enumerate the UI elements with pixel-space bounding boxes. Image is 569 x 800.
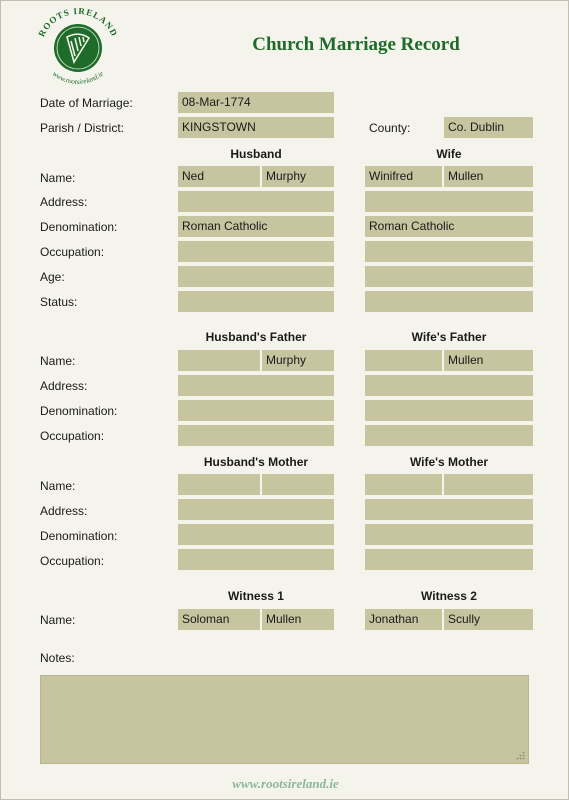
age-label: Age:: [40, 270, 65, 284]
wifes-father-denomination: [365, 400, 533, 421]
name-label: Name:: [40, 479, 76, 493]
wife-status: [365, 291, 533, 312]
county-field: Co. Dublin: [444, 117, 533, 138]
wifes-mother-occupation: [365, 549, 533, 570]
notes-textarea[interactable]: [40, 675, 529, 764]
notes-label: Notes:: [40, 651, 75, 665]
witness2-last-name: Scully: [444, 609, 533, 630]
wifes-mother-denomination: [365, 524, 533, 545]
husband-address: [178, 191, 334, 212]
witness2-header: Witness 2: [421, 589, 477, 603]
wifes-father-occupation: [365, 425, 533, 446]
name-label: Name:: [40, 171, 76, 185]
logo-top-text: ROOTS IRELAND: [36, 7, 120, 39]
witness2-first-name: Jonathan: [365, 609, 442, 630]
parish-label: Parish / District:: [40, 121, 125, 135]
name-label: Name:: [40, 354, 76, 368]
logo-bottom-text: www.rootsireland.ie: [50, 69, 106, 87]
witness1-last-name: Mullen: [262, 609, 334, 630]
husband-age: [178, 266, 334, 287]
wifes-mother-first-name: [365, 474, 442, 495]
husbands-father-address: [178, 375, 334, 396]
husband-header: Husband: [230, 147, 282, 161]
resize-grip-icon[interactable]: [515, 750, 525, 760]
address-label: Address:: [40, 379, 88, 393]
husbands-mother-last-name: [262, 474, 334, 495]
county-label: County:: [369, 121, 411, 135]
wifes-mother-last-name: [444, 474, 533, 495]
parish-field: KINGSTOWN: [178, 117, 334, 138]
occupation-label: Occupation:: [40, 554, 105, 568]
husbands-father-first-name: [178, 350, 260, 371]
husbands-mother-occupation: [178, 549, 334, 570]
witness1-first-name: Soloman: [178, 609, 260, 630]
husband-occupation: [178, 241, 334, 262]
husbands-father-denomination: [178, 400, 334, 421]
denomination-label: Denomination:: [40, 404, 118, 418]
status-label: Status:: [40, 295, 78, 309]
occupation-label: Occupation:: [40, 429, 105, 443]
wife-last-name: Mullen: [444, 166, 533, 187]
husband-first-name: Ned: [178, 166, 260, 187]
wife-header: Wife: [436, 147, 462, 161]
wife-denomination: Roman Catholic: [365, 216, 533, 237]
wifes-father-address: [365, 375, 533, 396]
husbands-mother-denomination: [178, 524, 334, 545]
wife-first-name: Winifred: [365, 166, 442, 187]
page-title: Church Marriage Record: [252, 34, 460, 55]
witness1-header: Witness 1: [228, 589, 284, 603]
occupation-label: Occupation:: [40, 245, 105, 259]
denomination-label: Denomination:: [40, 220, 118, 234]
wifes-father-last-name: Mullen: [444, 350, 533, 371]
husbands-father-occupation: [178, 425, 334, 446]
wifes-mother-header: Wife's Mother: [409, 455, 489, 469]
husband-denomination: Roman Catholic: [178, 216, 334, 237]
wife-address: [365, 191, 533, 212]
wifes-father-header: Wife's Father: [411, 330, 487, 344]
denomination-label: Denomination:: [40, 529, 118, 543]
svg-text:www.rootsireland.ie: [51, 70, 105, 86]
wife-occupation: [365, 241, 533, 262]
footer-url: www.rootsireland.ie: [232, 776, 339, 791]
address-label: Address:: [40, 195, 88, 209]
wifes-father-first-name: [365, 350, 442, 371]
date-field: 08-Mar-1774: [178, 92, 334, 113]
husband-last-name: Murphy: [262, 166, 334, 187]
date-label: Date of Marriage:: [40, 96, 133, 110]
husband-status: [178, 291, 334, 312]
husbands-mother-first-name: [178, 474, 260, 495]
husbands-mother-header: Husband's Mother: [203, 455, 309, 469]
address-label: Address:: [40, 504, 88, 518]
wifes-mother-address: [365, 499, 533, 520]
wife-age: [365, 266, 533, 287]
husbands-father-last-name: Murphy: [262, 350, 334, 371]
roots-ireland-logo: [27, 7, 129, 89]
name-label: Name:: [40, 613, 76, 627]
husbands-mother-address: [178, 499, 334, 520]
husbands-father-header: Husband's Father: [205, 330, 307, 344]
